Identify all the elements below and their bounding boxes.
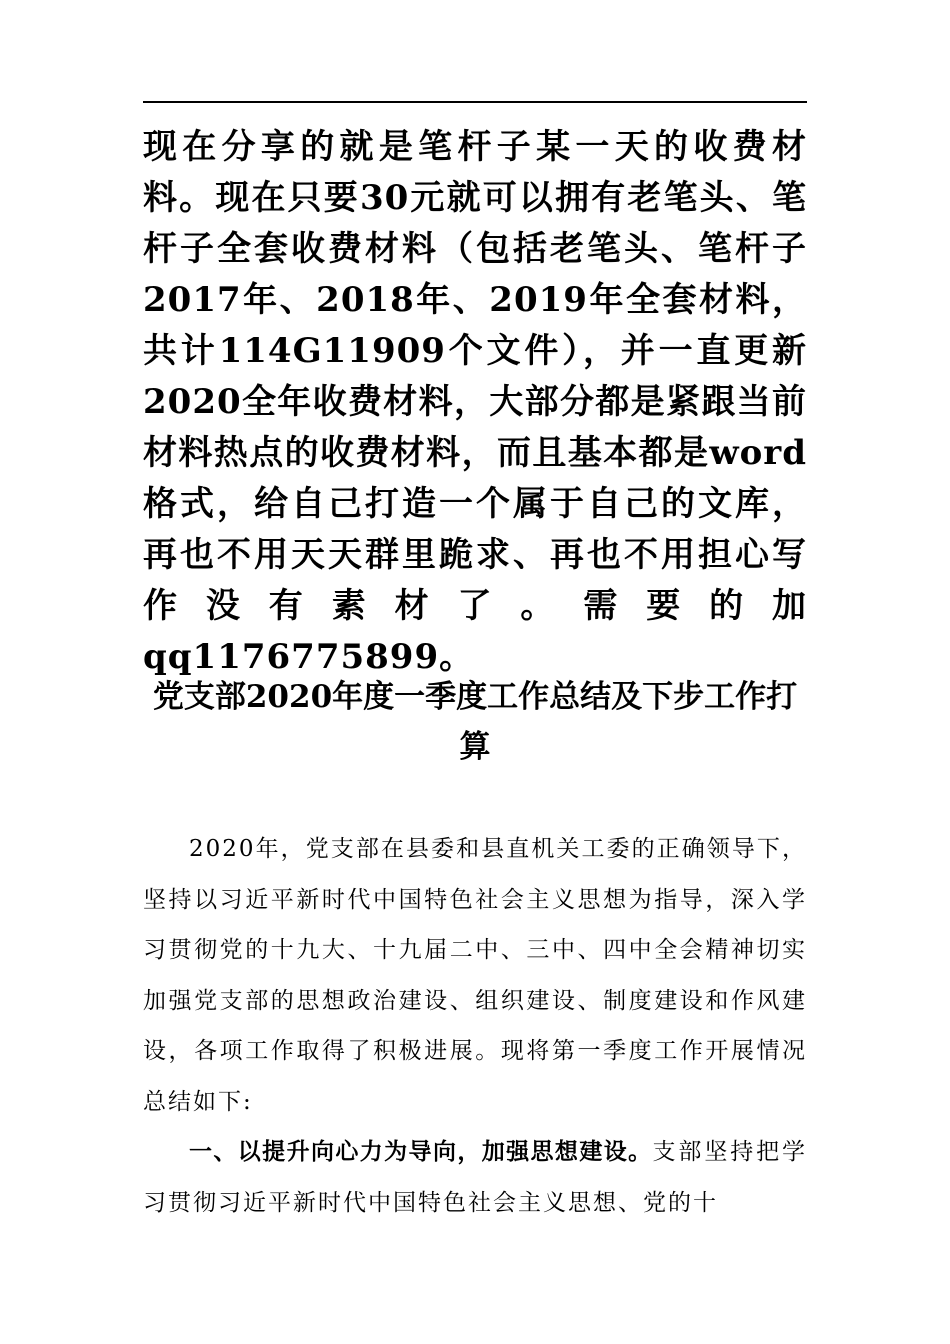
body-paragraph (143, 1127, 807, 1228)
header-divider (143, 101, 807, 103)
section-text: 支部坚持把学习贯彻习近平新时代中国特色社会主义思想、党的十 (143, 1139, 808, 1216)
body-paragraph: 2020年，党支部在县委和县直机关工委的正确领导下，坚持以习近平新时代中国特色社会主义思想为指导，深入学习贯彻党的十九大、十九届二中、三中、四中全会精神切实加强党支部的思想政治建设、组织建设、制度建设和作风建设，各项工作取得了积极进展。现将第一季度工作开展情况总结如下: (143, 836, 807, 1115)
document-body (143, 824, 807, 1228)
promo-notice: 现在分享的就是笔杆子某一天的收费材料。现在只要30元就可以拥有老笔头、笔杆子全套收费材料（包括老笔头、笔杆子2017年、2018年、2019年全套材料，共计114G11909个文件），并一直更新2020全年收费材料，大部分都是紧跟当前材料热点的收费材料，而且基本都是word格式，给自己打造一个属于自己的文库，再也不用天天群里跪求、再也不用担心写作没有素材了。需要的加qq1176775899。 (143, 127, 807, 677)
document-title: 党支部2020年度一季度工作总结及下步工作打算 (152, 679, 798, 765)
section-heading: 一、以提升向心力为导向，加强思想建设。 (189, 1139, 653, 1165)
